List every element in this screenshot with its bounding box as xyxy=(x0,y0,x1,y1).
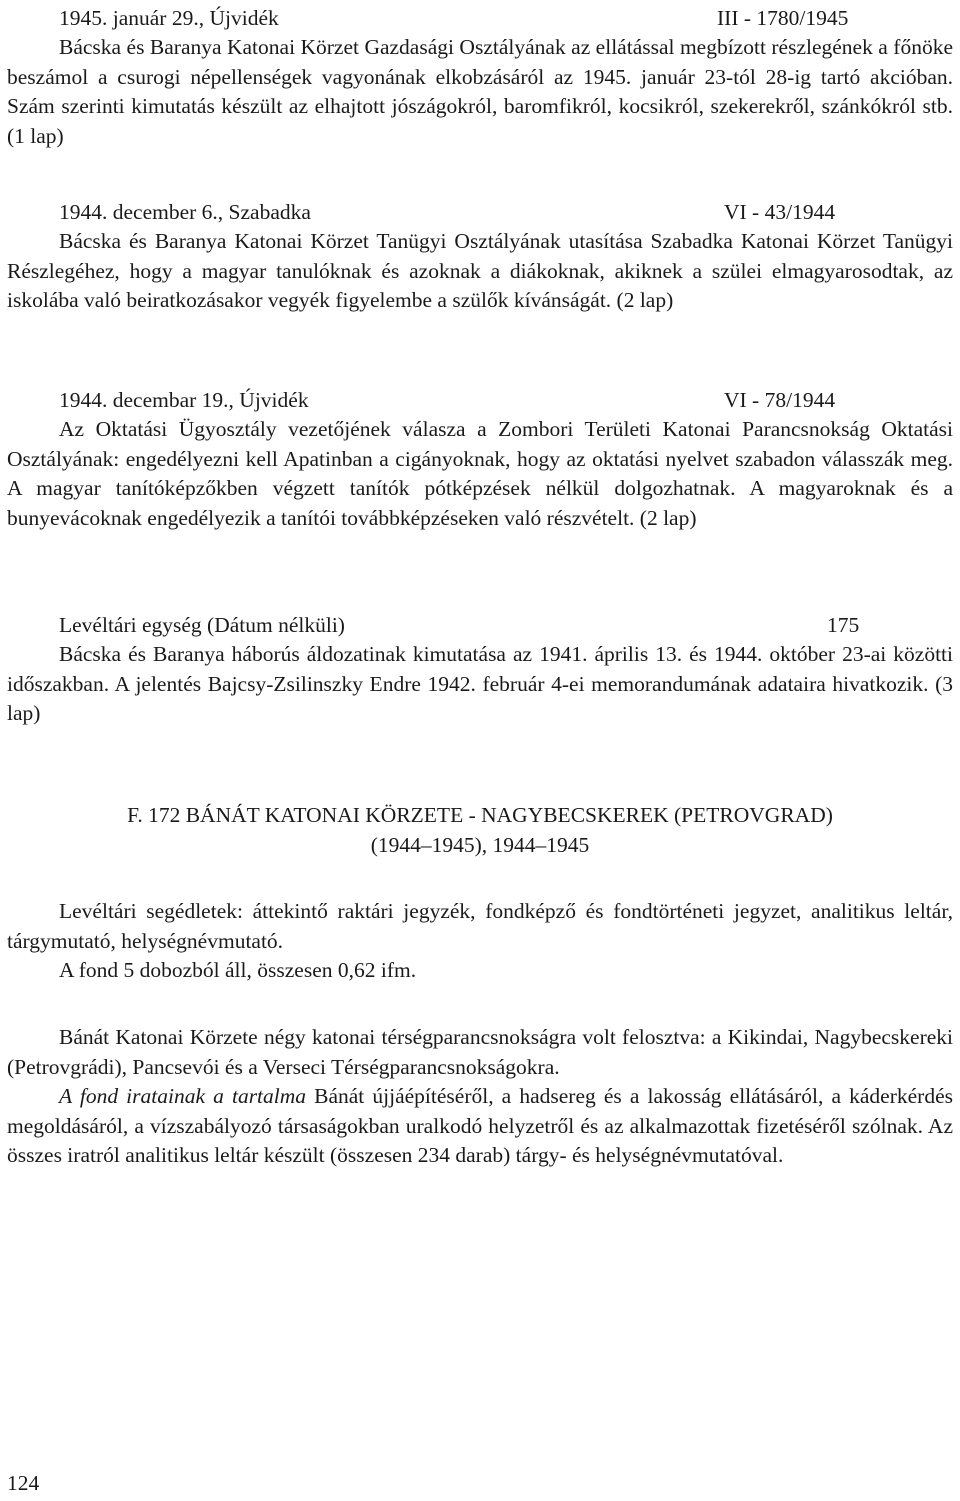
entry-date: Levéltári egység (Dátum nélküli) xyxy=(59,613,345,637)
entry-description: Bácska és Baranya Katonai Körzet Tanügyi Osztályának utasítása Szabadka Katonai Körzet Tanügyi Részlegéhez, hogy a magyar tanulóknak és azoknak a diákoknak, akiknek a szülei elmagyarosodtak, az iskolába való beiratkozásakor vegyék figyelembe a szülők kívánságát. (2 lap) xyxy=(7,229,953,312)
entry-header xyxy=(7,3,953,33)
entry-date: 1945. január 29., Újvidék xyxy=(59,6,279,30)
fond-section xyxy=(7,800,953,860)
finding-aids xyxy=(7,897,953,986)
entry-signature: VI - 43/1944 xyxy=(724,200,836,224)
entry-description: Az Oktatási Ügyosztály vezetőjének válasza a Zombori Területi Katonai Parancsnokság Oktatási Osztályának: engedélyezni kell Apatinban a cigányoknak, hogy az oktatási nyelvet szabadon válasszák meg. A magyar tanítóképzőkben végzett tanítók pótképzések nélkül dolgozhatnak. A magyaroknak és a bunyevácoknak engedélyezik a tanítói továbbképzéseken való részvételt. (2 lap) xyxy=(7,417,953,530)
entry-signature: 175 xyxy=(827,613,860,637)
section-subtitle: (1944–1945), 1944–1945 xyxy=(370,833,590,857)
finding-aids-text: Levéltári segédletek: áttekintő raktári jegyzék, fondképző és fondtörténeti jegyzet, analitikus leltár, tárgymutató, helységnévmutató. xyxy=(7,899,953,953)
entry-date: 1944. december 6., Szabadka xyxy=(59,200,311,224)
entry-signature: III - 1780/1945 xyxy=(717,6,849,30)
archive-entry xyxy=(7,385,953,533)
fond-description xyxy=(7,1023,953,1171)
entry-description: Bácska és Baranya Katonai Körzet Gazdasági Osztályának az ellátással megbízott részlegének a főnöke beszámol a csurogi népellenségek vagyonának elkobzásáról az 1945. január 23-tól 28-ig tartó akcióban. Szám szerinti kimutatás készült az elhajtott jószágokról, baromfikról, kocsikról, szekerekről, szánkókról stb. (1 lap) xyxy=(7,35,953,148)
archive-entry xyxy=(7,197,953,316)
entry-description: Bácska és Baranya háborús áldozatinak kimutatása az 1941. április 13. és 1944. október 23-ai közötti időszakban. A jelentés Bajcsy-Zsilinszky Endre 1942. február 4-ei memorandumának adataira hivatkozik. (3 lap) xyxy=(7,642,953,725)
entry-header xyxy=(7,610,953,640)
contents-text: Bánát újjáépítéséről, a hadsereg és a lakosság ellátásáról, a káderkérdés megoldásáról, a vízszabályozó társaságokban uralkodó helyzetről és az alkalmazottak fizetéséről szólnak. Az összes iratról analitikus leltár készült (összesen 234 darab) tárgy- és helységnévmutatóval. xyxy=(7,1084,953,1167)
entry-signature: VI - 78/1944 xyxy=(724,388,836,412)
entry-header xyxy=(7,197,953,227)
fond-description-text: Bánát Katonai Körzete négy katonai térségparancsnokságra volt felosztva: a Kikindai, Nagybecskereki (Petrovgrádi), Pancsevói és a Verseci Térségparancsnokságokra. xyxy=(7,1025,953,1079)
archive-entry xyxy=(7,3,953,151)
fond-extent: A fond 5 dobozból áll, összesen 0,62 ifm. xyxy=(59,958,417,982)
page-number: 124 xyxy=(7,1471,40,1495)
entry-date: 1944. decembar 19., Újvidék xyxy=(59,388,309,412)
fond-contents xyxy=(7,1082,953,1171)
entry-header xyxy=(7,385,953,415)
archive-entry xyxy=(7,610,953,729)
section-title: F. 172 BÁNÁT KATONAI KÖRZETE - NAGYBECSKEREK (PETROVGRAD) xyxy=(127,803,833,827)
contents-label: A fond iratainak a tartalma xyxy=(59,1084,307,1108)
